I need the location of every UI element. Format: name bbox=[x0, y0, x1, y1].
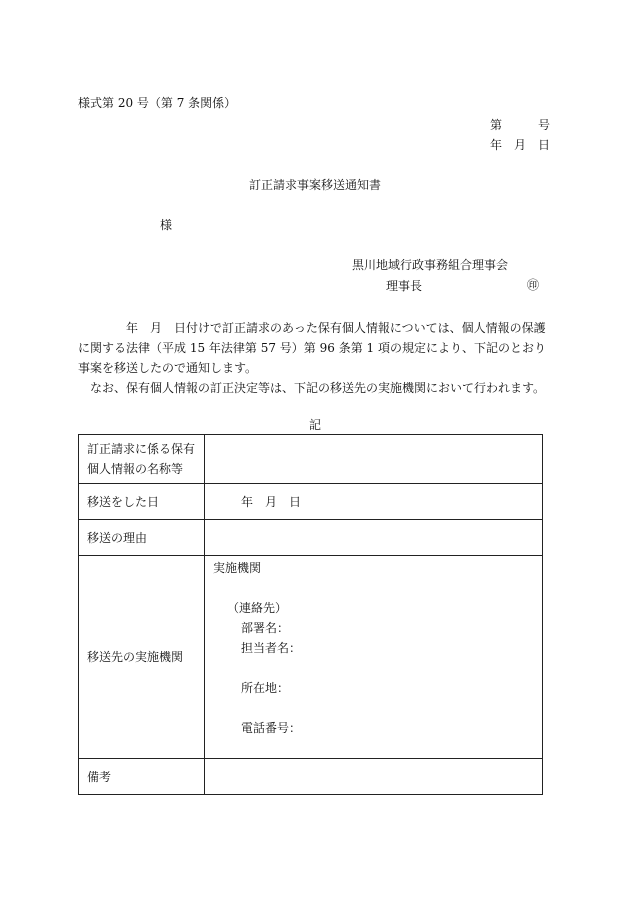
row-value-transfer-reason bbox=[205, 520, 543, 556]
document-number: 第 号 bbox=[489, 118, 550, 132]
recipient-honorific: 様 bbox=[160, 218, 173, 232]
person-label: 担当者名： bbox=[241, 641, 302, 655]
phone-label: 電話番号： bbox=[241, 721, 302, 735]
row-value-transfer-date: 年 月 日 bbox=[205, 484, 543, 520]
row-label-transfer-reason: 移送の理由 bbox=[79, 520, 205, 556]
form-number: 様式第 20 号（第 7 条関係） bbox=[78, 96, 237, 110]
row-value-info-name bbox=[205, 435, 543, 484]
sender-organization: 黒川地域行政事務組合理事会 bbox=[352, 258, 509, 272]
body-paragraph-2: なお、保有個人情報の訂正決定等は、下記の移送先の実施機関において行われます。 bbox=[90, 381, 546, 395]
row-value-destination bbox=[205, 556, 543, 759]
table-row bbox=[79, 484, 543, 520]
contact-label: （連絡先） bbox=[227, 601, 288, 615]
body-text bbox=[78, 318, 554, 398]
ki-heading: 記 bbox=[308, 418, 321, 432]
row-label-remarks: 備考 bbox=[79, 759, 205, 795]
document-title: 訂正請求事案移送通知書 bbox=[248, 178, 381, 192]
document-date: 年 月 日 bbox=[489, 138, 550, 152]
table-row bbox=[79, 556, 543, 759]
detail-table bbox=[78, 434, 543, 795]
table-row bbox=[79, 759, 543, 795]
sender-title: 理事長 bbox=[386, 279, 423, 293]
department-label: 部署名： bbox=[241, 621, 290, 635]
address-label: 所在地： bbox=[241, 681, 290, 695]
seal-mark: ㊞ bbox=[527, 278, 540, 292]
institution-label: 実施機関 bbox=[213, 561, 262, 575]
table-row bbox=[79, 520, 543, 556]
row-label-destination: 移送先の実施機関 bbox=[79, 556, 205, 759]
row-label-info-name: 訂正請求に係る保有 個人情報の名称等 bbox=[79, 435, 205, 484]
table-row bbox=[79, 435, 543, 484]
body-paragraph-1: 年 月 日付けで訂正請求のあった保有個人情報については、個人情報の保護に関する法律（平成 15 年法律第 57 号）第 96 条第 1 項の規定により、下記のとおり事案を移送したので通知します。 bbox=[78, 321, 546, 375]
row-label-transfer-date: 移送をした日 bbox=[79, 484, 205, 520]
row-value-remarks bbox=[205, 759, 543, 795]
